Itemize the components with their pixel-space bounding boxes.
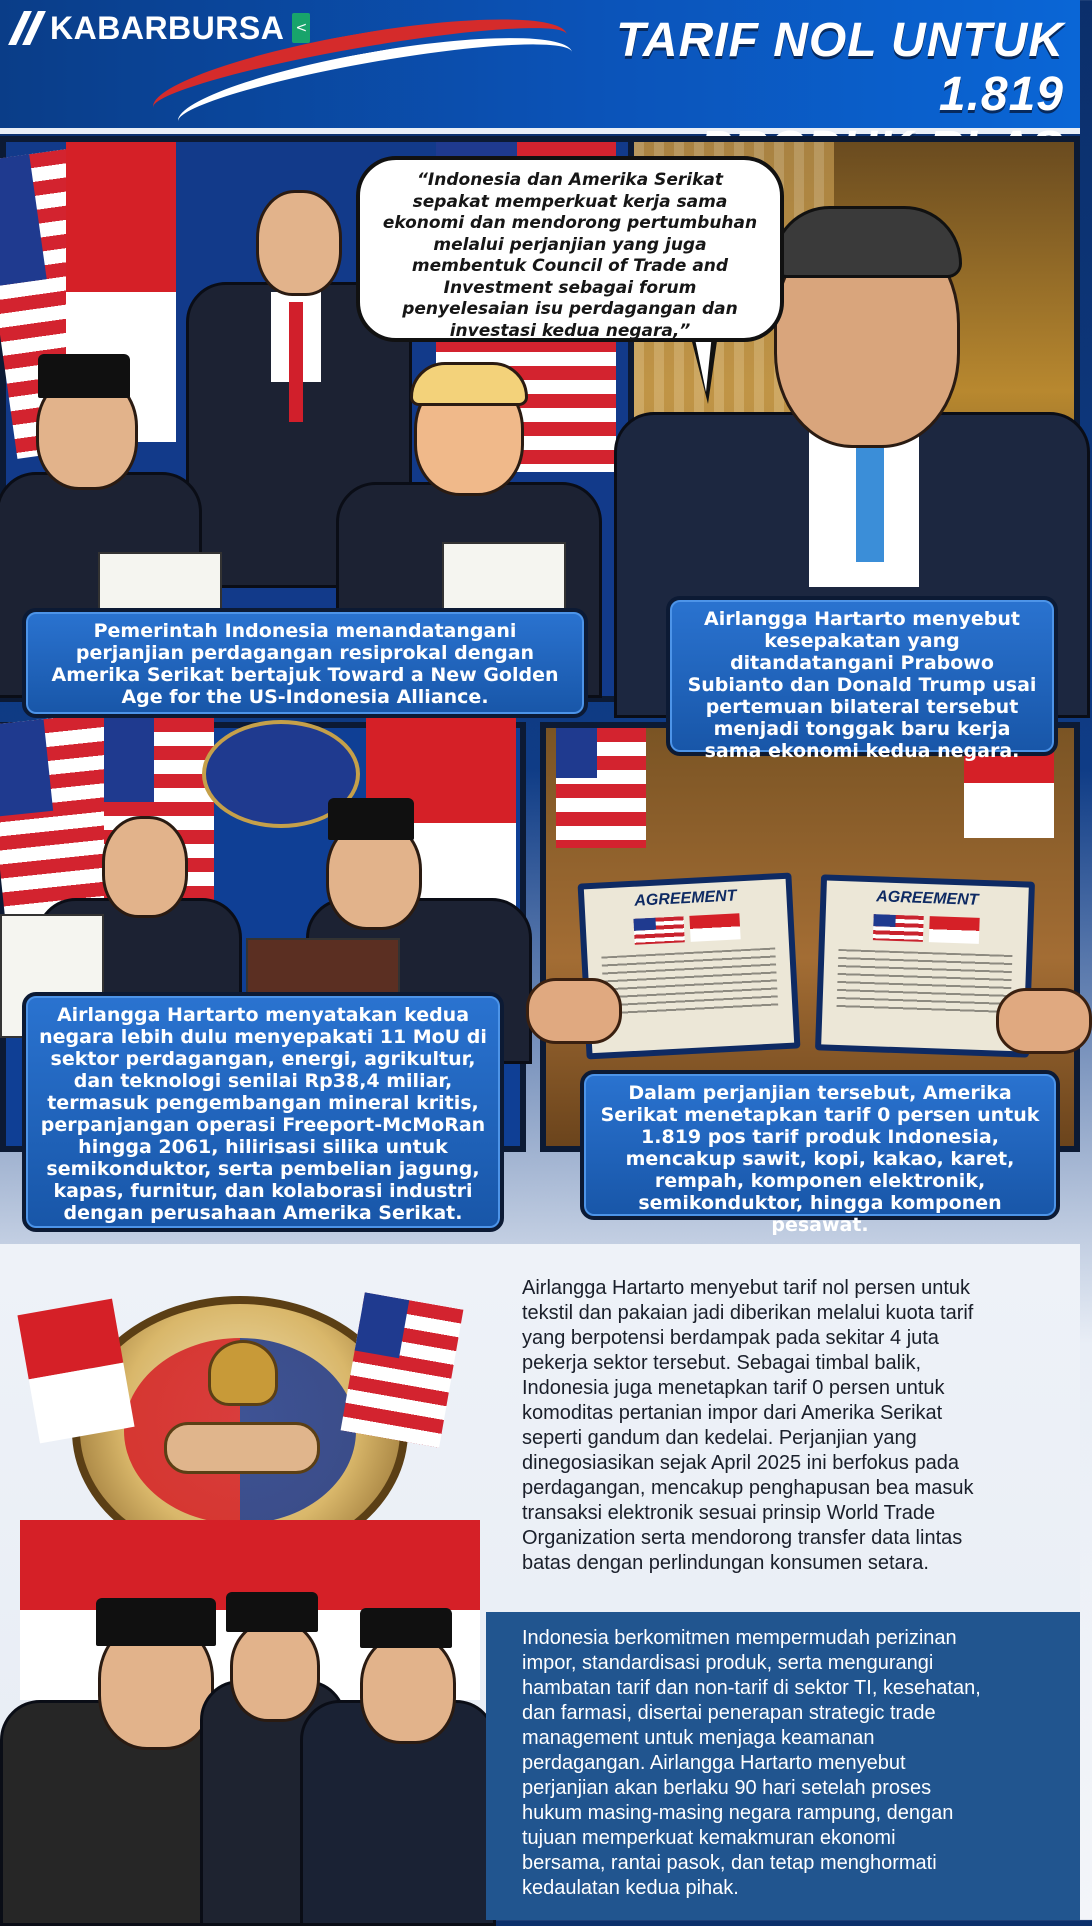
tie-detail (289, 302, 303, 422)
header-banner (0, 0, 1080, 134)
peci-cap-p3 (328, 798, 414, 840)
caption-mou: Airlangga Hartarto menyatakan kedua negara lebih dulu menyepakati 11 MoU di sektor perdagangan, energi, agrikultur, dan teknologi senilai Rp38,4 miliar, termasuk pengembangan mineral kritis, perpanjangan operasi Freeport-McMoRan hingga 2061, hilirisasi silika untuk semikonduktor, serta pembelian jagung, kapas, furnitur, dan kolaborasi industri dengan perusahaan Amerika Serikat. (22, 992, 504, 1232)
agreement-title-right: AGREEMENT (875, 888, 979, 909)
caption-zero-tariff: Dalam perjanjian tersebut, Amerika Serikat menetapkan tarif 0 persen untuk 1.819 pos tarif produk Indonesia, mencakup sawit, kopi, kakao, karet, rempah, komponen elektronik, semikonduktor, hingga komponen pesawat. (580, 1070, 1060, 1220)
site-logo[interactable] (12, 8, 310, 48)
caption-milestone: Airlangga Hartarto menyebut kesepakatan yang ditandatangani Prabowo Subianto dan Donald Trump usai pertemuan bilateral tersebut menjadi tonggak baru kerja sama ekonomi kedua negara. (666, 596, 1058, 756)
middle-official-head (230, 1620, 320, 1722)
document-text-lines (601, 947, 778, 1016)
mini-id-flag-2 (929, 916, 980, 944)
article-paragraph-1: Airlangga Hartarto menyebut tarif nol persen untuk tekstil dan pakaian jadi diberikan melalui kuota tarif yang berpotensi berdampak pada sekitar 4 juta pekerja sektor tersebut. Sebagai timbal balik, Indonesia juga menetapkan tarif 0 persen untuk komoditas pertanian impor dari Amerika Serikat seperti gandum dan kedelai. Perjanjian yang dinegosiasikan sejak April 2025 ini berfokus pada perdagangan, mencakup penghapusan bea masuk transaksi elektronik sesuai prinsip World Trade Organization serta mendorong transfer data lintas batas dengan perlindungan konsumen setara. (522, 1277, 974, 1574)
mini-id-flag (689, 913, 740, 942)
hair (772, 206, 962, 278)
logo-text: KABARBURSA (50, 9, 285, 46)
quote-speech-bubble: “Indonesia dan Amerika Serikat sepakat memperkuat kerja sama ekonomi dan mendorong pertumbuhan melalui perjanjian yang juga membentuk Council of Trade and Investment sebagai forum penyelesaian isu perdagangan dan investasi kedua negara,” (356, 156, 784, 342)
tie-detail-portrait (856, 442, 884, 562)
speech-bubble-tail-fill (694, 334, 712, 392)
blond-hair (410, 362, 528, 406)
us-official-head (102, 816, 188, 918)
right-official-head (360, 1634, 456, 1744)
mini-us-flag-2 (873, 914, 924, 942)
article-paragraph-2: Indonesia berkomitmen mempermudah perizinan impor, standardisasi produk, serta mengurangi hambatan tarif dan non-tarif di sektor TI, kesehatan, dan farmasi, disertai penerapan strategic trade management untuk menjaga keamanan perdagangan. Airlangga Hartarto menyebut perjanjian akan berlaku 90 hari setelah proses hukum masing-masing negara rampung, dengan tujuan memperkuat kemakmuran ekonomi bersama, rantai pasok, dan tetap menghormati kedaulatan kedua pihak. (522, 1627, 981, 1899)
title-line-1: TARIF NOL UNTUK 1.819 (616, 14, 1064, 121)
peci-cap-right (360, 1608, 452, 1648)
logo-badge: < (292, 13, 310, 43)
peci-cap-lower (96, 1598, 216, 1646)
peci-cap (38, 354, 130, 398)
document-text-lines-2 (836, 949, 1012, 1015)
caption-agreement-title: Pemerintah Indonesia menandatangani perjanjian perdagangan resiprokal dengan Amerika Serikat bertajuk Toward a New Golden Age for the US-Indonesia Alliance. (22, 608, 588, 718)
garuda-emblem-icon (208, 1340, 278, 1406)
commitment-text-box (486, 1612, 1080, 1920)
standing-official-head (256, 190, 342, 296)
handshake-icon (164, 1422, 320, 1474)
peci-cap-middle (226, 1592, 318, 1632)
mini-us-flag (633, 916, 684, 945)
us-desk-flag (556, 728, 646, 848)
agreement-title-left: AGREEMENT (633, 887, 737, 910)
logo-icon (12, 12, 44, 44)
left-hand (526, 978, 622, 1044)
right-hand (996, 988, 1092, 1054)
